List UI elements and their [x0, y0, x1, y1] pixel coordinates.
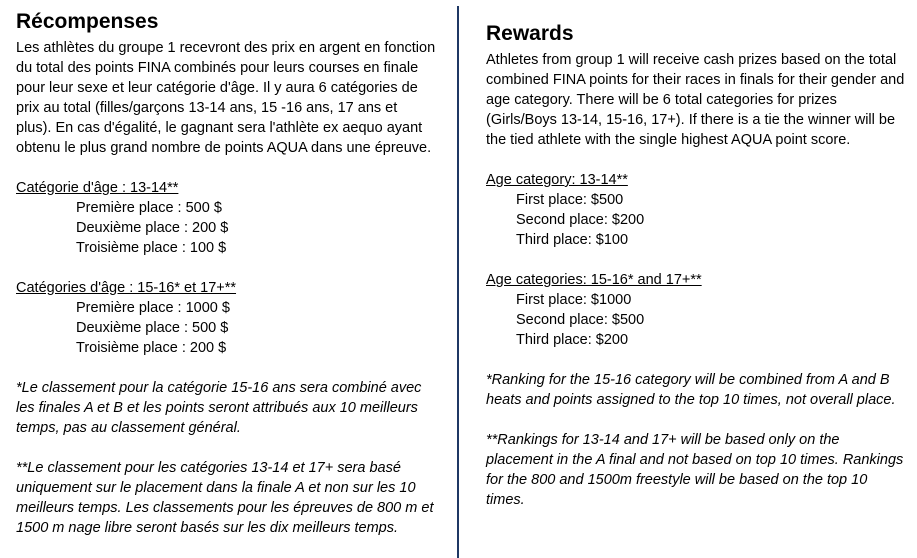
english-cat2-title: Age categories: 15-16* and 17+** — [486, 272, 702, 288]
english-title: Rewards — [486, 22, 574, 45]
french-cat2-third: Troisième place : 200 $ — [76, 340, 227, 356]
french-note-1: *Le classement pour la catégorie 15-16 ans sera combiné avec les finales A et B et les points seront attribués aux 10 meilleurs temps, pas au classement général. — [16, 380, 422, 436]
english-cat1-first: First place: $500 — [516, 192, 624, 208]
english-cat1-third: Third place: $100 — [516, 232, 629, 248]
english-cat2-first: First place: $1000 — [516, 292, 632, 308]
english-note-2: **Rankings for 13-14 and 17+ will be based only on the placement in the A final and not based on top 10 times. Rankings for the 800 and 1500m freestyle will be based on the top 10 times. — [486, 432, 904, 508]
english-note-1: *Ranking for the 15-16 category will be combined from A and B heats and points assigned to the top 10 times, not overall place. — [486, 372, 896, 408]
english-cat2-third: Third place: $200 — [516, 332, 629, 348]
french-cat1-first: Première place : 500 $ — [76, 200, 222, 216]
column-divider — [457, 6, 459, 558]
french-cat1-third: Troisième place : 100 $ — [76, 240, 227, 256]
french-intro: Les athlètes du groupe 1 recevront des prix en argent en fonction du total des points FINA combinés pour leurs courses en finale pour leur sexe et leur catégorie d'âge. Il y aura 6 catégories de prix au total (filles/garçons 13-14 ans, 15 -16 ans, 17 ans et plus). En cas d'égalité, le gagnant sera l'athlète ex aequo ayant obtenu le plus grand nombre de points AQUA dans une épreuve. — [16, 40, 436, 156]
english-cat1-second: Second place: $200 — [516, 212, 645, 228]
french-cat1-title: Catégorie d'âge : 13-14** — [16, 180, 179, 196]
english-cat1-title: Age category: 13-14** — [486, 172, 628, 188]
french-cat2-second: Deuxième place : 500 $ — [76, 320, 229, 336]
english-column — [486, 0, 906, 510]
english-intro: Athletes from group 1 will receive cash prizes based on the total combined FINA points for their races in finals for their gender and age category. There will be 6 total categories for prizes (Girls/Boys 13-14, 15-16, 17+). If there is a tie the winner will be the tied athlete with the single highest AQUA point score. — [486, 52, 905, 148]
french-note-2: **Le classement pour les catégories 13-14 et 17+ sera basé uniquement sur le placement dans la finale A et non sur les 10 meilleurs temps. Les classements pour les épreuves de 800 m et 1500 m nage libre seront basés sur les dix meilleurs temps. — [16, 460, 434, 536]
french-cat2-title: Catégories d'âge : 15-16* et 17+** — [16, 280, 237, 296]
french-title: Récompenses — [16, 10, 159, 33]
french-cat2-first: Première place : 1000 $ — [76, 300, 230, 316]
french-column — [16, 0, 436, 538]
french-cat1-second: Deuxième place : 200 $ — [76, 220, 229, 236]
english-cat2-second: Second place: $500 — [516, 312, 645, 328]
